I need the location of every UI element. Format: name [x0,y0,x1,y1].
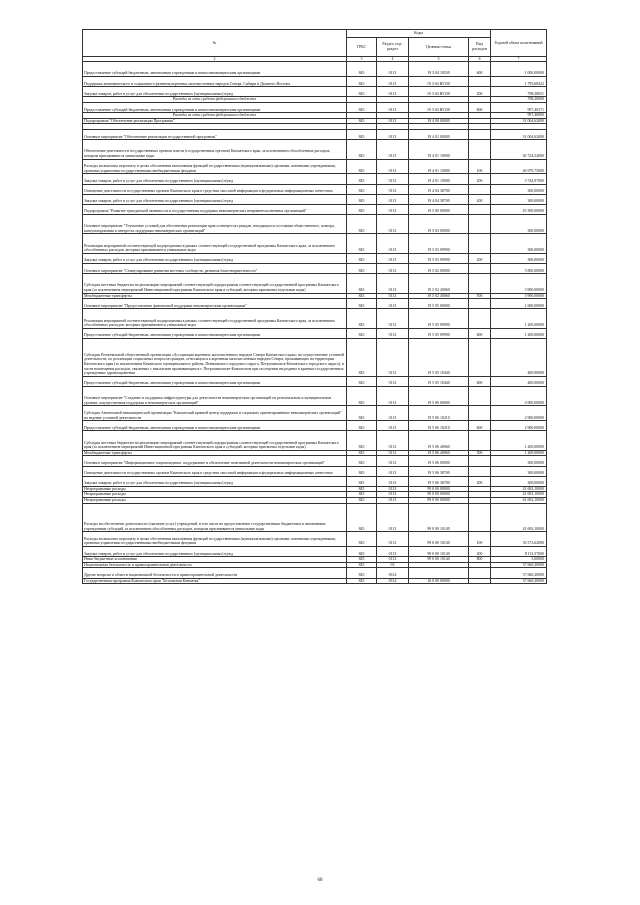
row-grbs-code: 845 [347,253,377,263]
row-section-code: 0113 [377,194,409,204]
row-annual-sum: 1 200,00000 [491,450,547,456]
row-grbs-code: 845 [347,406,377,421]
row-section-code: 0113 [377,102,409,112]
index-cell: 7 [491,57,547,62]
row-article-code: 99 0 00 10140 [409,532,469,547]
row-section-code: 0113 [377,129,409,139]
row-grbs-code: 845 [347,204,377,214]
row-grbs-code: 845 [347,492,377,498]
row-article-code: 19 4 00 00000 [409,118,469,124]
row-annual-sum: 33 573,62000 [491,532,547,547]
budget-table-sheet [82,29,546,584]
row-description: Иные бюджетные ассигнования [83,557,347,563]
row-section-code: 0113 [377,498,409,504]
row-grbs-code: 845 [347,476,377,486]
row-kind-code: 200 [469,174,491,184]
row-section-code: 0113 [377,456,409,466]
table-row [83,87,547,97]
table-row [83,466,547,476]
row-annual-sum: 3 900,00000 [491,274,547,293]
row-annual-sum: 41 692,10000 [491,503,547,532]
row-description: Закупка товаров, работ и услуг для обеспечения государственных (муниципальных) нужд [83,174,347,184]
row-annual-sum: 30 724,52000 [491,140,547,159]
index-cell: 2 [83,57,347,62]
row-section-code: 0113 [377,492,409,498]
row-section-code: 0113 [377,62,409,77]
row-grbs-code: 845 [347,62,377,77]
row-annual-sum: 300,00000 [491,253,547,263]
row-grbs-code: 845 [347,234,377,253]
row-grbs-code: 845 [347,328,377,338]
row-article-code: 19 5 05 10440 [409,338,469,376]
row-section-code: 0113 [377,215,409,234]
row-description: Освещение деятельности государственных органов Камчатского края в средствах массовой информации и федеральных информационных агентствах [83,184,347,194]
table-row [83,376,547,386]
row-section-code: 0113 [377,77,409,87]
row-article-code: 19 5 06 40060 [409,450,469,456]
row-annual-sum: 300,00000 [491,234,547,253]
row-section-code: 0113 [377,431,409,450]
row-grbs-code: 845 [347,532,377,547]
row-section-code: 0113 [377,264,409,274]
row-annual-sum: 1 200,00000 [491,431,547,450]
row-kind-code [469,338,491,376]
index-cell: 5 [409,57,469,62]
row-description: Субсидия местным бюджетам на реализацию мероприятий соответствующей подпрограммы соответствующей государственной программы Камчатского края (за исключением мероприятий Инвестиционной программы Камчатского края в субсидий, которым присвоены отдельные коды) [83,274,347,293]
row-kind-code: 600 [469,376,491,386]
row-grbs-code: 845 [347,386,377,405]
row-kind-code: 200 [469,476,491,486]
table-row [83,309,547,328]
row-grbs-code: 845 [347,450,377,456]
row-article-code: 19 5 02 40060 [409,274,469,293]
row-kind-code [469,466,491,476]
row-article-code: 19 5 05 00000 [409,299,469,309]
row-grbs-code: 845 [347,309,377,328]
table-row [83,234,547,253]
row-section-code: 0113 [377,118,409,124]
row-grbs-code: 845 [347,215,377,234]
table-row [83,328,547,338]
row-kind-code: 200 [469,87,491,97]
table-row [83,568,547,578]
row-description: Субсидия Региональной общественной организации «Ассоциация коренных малочисленных народов Севера Камчатского края» на осуществление уставной деятельности, по реализации социальных вопросов граждан, относящихся к коренным малочисленным народам Севера, проживающих на территории Камчатского края (за исключением Качинского муниципального района, Пенжинского городского округа, Петропавловск-Камчатского городского округа), в части возмещения расходов, связанных с выплатами проживающим в г. Петропавловске-Камчатском при посещении им родины в краевых государственных учреждениях здравоохранения [83,338,347,376]
row-grbs-code: 845 [347,184,377,194]
row-description: Предоставление субсидий бюджетным, автономным учреждениям и иным некоммерческим организациям [83,328,347,338]
row-annual-sum: 798,28051 [491,87,547,97]
row-article-code: 19 4 01 10000 [409,174,469,184]
row-kind-code [469,503,491,532]
row-section-code: 0113 [377,450,409,456]
row-article-code: 19 5 02 00000 [409,264,469,274]
row-annual-sum: 1 000,00000 [491,62,547,77]
row-section-code: 0113 [377,159,409,174]
row-article-code: 19 3 04 10530 [409,62,469,77]
row-article-code: 19 5 05 10440 [409,376,469,386]
row-article-code: 19 5 06 00000 [409,386,469,405]
row-annual-sum: 37 660,20000 [491,578,547,584]
row-kind-code [469,578,491,584]
row-grbs-code: 845 [347,102,377,112]
row-description: Национальная безопасность и правоохранительная деятельность [83,562,347,568]
row-section-code: 0314 [377,568,409,578]
row-article-code: 99 0 00 10140 [409,547,469,557]
row-kind-code: 800 [469,557,491,563]
row-description: Подпрограмма "Развитие гражданской активности и государственная поддержка некоммерческих неправительственных организаций" [83,204,347,214]
row-section-code: 0113 [377,309,409,328]
row-description: Основное мероприятие "Обеспечение реализации государственной программы" [83,129,347,139]
table-row [83,159,547,174]
row-annual-sum: 300,00000 [491,456,547,466]
row-section-code: 0113 [377,421,409,431]
row-grbs-code: 845 [347,486,377,492]
row-grbs-code: 845 [347,456,377,466]
row-description: Расходы на выплаты персоналу в целях обеспечения выполнения функций государственными (муниципальными) органами, казенными учреждениями, органами управления государственными внебюджетными фондами [83,532,347,547]
row-description: Субсидия местным бюджетам на реализацию мероприятий соответствующей подпрограммы соответствующей государственной программы Камчатского края (за исключением мероприятий Инвестиционной программы Камчатского края в субсидий, которым присвоены отдельные коды) [83,431,347,450]
row-kind-code: 200 [469,253,491,263]
row-article-code: 19 5 06 38700 [409,466,469,476]
row-annual-sum: 1 795,68422 [491,77,547,87]
table-row [83,174,547,184]
row-annual-sum: 26 979,75000 [491,159,547,174]
row-article-code: 19 3 04 R5150 [409,77,469,87]
header-number: № [83,30,347,57]
row-kind-code: 600 [469,328,491,338]
row-annual-sum: 3 900,00000 [491,293,547,299]
table-row [83,503,547,532]
row-section-code: 0113 [377,532,409,547]
row-kind-code [469,309,491,328]
row-kind-code [469,129,491,139]
row-description: Закупка товаров, работ и услуг для обеспечения государственных (муниципальных) нужд [83,253,347,263]
row-description: Межбюджетные трансферты [83,293,347,299]
row-grbs-code: 845 [347,421,377,431]
row-annual-sum: 997,40371 [491,102,547,112]
table-row [83,264,547,274]
row-section-code: 0113 [377,87,409,97]
row-description: Основное мероприятие "Информационное сопровождение, поддержание и обеспечение позитивной деятельности некоммерческих организаций" [83,456,347,466]
table-row [83,421,547,431]
table-row [83,184,547,194]
row-annual-sum: 3 744,97000 [491,174,547,184]
row-section-code: 0113 [377,253,409,263]
row-article-code [409,568,469,578]
row-kind-code [469,264,491,274]
row-grbs-code: 845 [347,264,377,274]
row-description: Субсидия Автономной некоммерческой организации "Камчатский краевой центр поддержки и социально ориентированных некоммерческих организаций" на ведение уставной деятельности [83,406,347,421]
row-description: Государственная программа Камчатского края "Безопасная Камчатка" [83,578,347,584]
row-description: Расходы на обеспечение деятельности (оказание услуг) учреждений, в том числе на предоставление государственным бюджетным и автономным учреждениям субсидий, за исключением обособленных расходов, которым присваиваются уникальные коды [83,503,347,532]
row-grbs-code: 845 [347,194,377,204]
table-row [83,77,547,87]
row-article-code: 19 4 04 38700 [409,184,469,194]
row-description: Реализация мероприятий соответствующей подпрограммы в рамках соответствующей государственной программы Камчатского края, за исключением обособленных расходов, которым присваиваются уникальные коды [83,309,347,328]
row-annual-sum: 37 660,20000 [491,568,547,578]
row-kind-code [469,140,491,159]
row-section-code: 0113 [377,547,409,557]
row-kind-code: 100 [469,532,491,547]
row-grbs-code: 845 [347,77,377,87]
row-section-code: 0113 [377,376,409,386]
row-article-code: 19 5 06 38700 [409,476,469,486]
row-grbs-code: 845 [347,376,377,386]
table-row [83,532,547,547]
row-grbs-code: 845 [347,503,377,532]
index-cell: 6 [469,57,491,62]
row-article-code: 19 5 03 00000 [409,215,469,234]
row-description: Непрограммные расходы [83,492,347,498]
row-annual-sum: 798,28000 [491,97,547,103]
row-grbs-code: 845 [347,129,377,139]
row-annual-sum: 31 064,62000 [491,129,547,139]
row-annual-sum: 37 660,20000 [491,562,547,568]
row-description: Основное мероприятие "Создание и поддержка инфраструктуры для деятельности некоммерческих организаций на региональном и муниципальном уровнях, имущественная поддержка и некоммерческих организаций" [83,386,347,405]
row-article-code: 19 4 01 00000 [409,129,469,139]
row-description: Поддержка экономического и социального развития коренных малочисленных народов Севера, Сибири и Дальнего Востока [83,77,347,87]
row-article-code: 19 5 02 40060 [409,293,469,299]
row-description: Непрограммные расходы [83,498,347,504]
row-description: Предоставление субсидий бюджетным, автономным учреждениям и иным некоммерческим организациям [83,421,347,431]
row-kind-code: 600 [469,421,491,431]
row-grbs-code: 845 [347,338,377,376]
row-kind-code: 600 [469,62,491,77]
row-description: Расходы из сети средств федерального бюджета [83,113,347,119]
row-article-code: 19 5 03 09990 [409,253,469,263]
row-annual-sum: 2 900,00000 [491,421,547,431]
header-grbs: ГРБС [347,38,377,57]
table-row [83,476,547,486]
row-article-code: 19 5 05 09990 [409,328,469,338]
row-annual-sum: 4 900,00000 [491,386,547,405]
table-row [83,578,547,584]
row-article-code: 19 4 01 10000 [409,159,469,174]
row-kind-code [469,299,491,309]
row-article-code: 19 5 06 40060 [409,431,469,450]
row-kind-code: 500 [469,293,491,299]
row-kind-code [469,568,491,578]
row-kind-code [469,456,491,466]
row-grbs-code: 845 [347,87,377,97]
budget-table [82,29,547,584]
row-article-code: 19 4 01 10000 [409,140,469,159]
row-grbs-code: 845 [347,140,377,159]
row-section-code: 03 [377,562,409,568]
table-row [83,406,547,421]
row-grbs-code: 845 [347,431,377,450]
row-section-code: 0113 [377,299,409,309]
row-kind-code [469,431,491,450]
row-annual-sum: 10 300,00000 [491,204,547,214]
row-section-code: 0113 [377,386,409,405]
row-grbs-code: 845 [347,498,377,504]
row-grbs-code: 845 [347,174,377,184]
row-article-code: 19 5 06 10210 [409,421,469,431]
row-section-code: 0113 [377,466,409,476]
row-kind-code [469,204,491,214]
row-grbs-code: 845 [347,466,377,476]
row-grbs-code: 845 [347,557,377,563]
row-annual-sum: 400,00000 [491,376,547,386]
row-section-code: 0113 [377,174,409,184]
row-grbs-code: 845 [347,568,377,578]
row-annual-sum: 400,00000 [491,338,547,376]
row-section-code: 0113 [377,204,409,214]
table-row [83,274,547,293]
row-section-code: 0113 [377,234,409,253]
row-description: Предоставление субсидий бюджетным, автономным учреждениям и иным некоммерческим организациям [83,376,347,386]
row-kind-code: 200 [469,547,491,557]
table-row [83,62,547,77]
page-number: 68 [317,878,323,883]
row-description: Другие вопросы в области национальной безопасности и правоохранительной деятельности [83,568,347,578]
row-description: Реализация мероприятий соответствующей подпрограммы в рамках соответствующей государственной программы Камчатского края, за исключением обособленных расходов, которым присваиваются уникальные коды [83,234,347,253]
row-article-code: 19 5 00 00000 [409,204,469,214]
row-section-code: 0113 [377,184,409,194]
row-description: Непрограммные расходы [83,486,347,492]
table-row [83,386,547,405]
row-description: Основное мероприятие "Стимулирование развития местных сообществ, развития благотворительности" [83,264,347,274]
row-article-code: 19 5 06 10210 [409,406,469,421]
row-article-code: 19 5 03 09990 [409,234,469,253]
row-article-code: 16 0 00 00000 [409,578,469,584]
row-description: Основное мероприятие "Улучшение условий для обеспечения реализации прав и интересов граждан, находящихся состоянии общественного, повтора, консультирования в интересах поддержки некоммерческих организаций" [83,215,347,234]
row-grbs-code: 845 [347,547,377,557]
row-kind-code [469,184,491,194]
row-section-code: 0113 [377,503,409,532]
row-description: Расходы на выплаты персоналу в целях обеспечения выполнения функций государственными (муниципальными) органами, казенными учреждениями, органами управления государственными внебюджетными фондами [83,159,347,174]
row-annual-sum: 41 692,10000 [491,492,547,498]
index-cell: 4 [377,57,409,62]
row-section-code: 0113 [377,406,409,421]
row-article-code: 99 0 00 00000 [409,498,469,504]
row-annual-sum: 8 113,37000 [491,547,547,557]
row-annual-sum: 1 200,00000 [491,309,547,328]
row-kind-code [469,406,491,421]
table-row [83,253,547,263]
header-codes: Коды [347,30,491,38]
table-row [83,456,547,466]
row-grbs-code: 845 [347,562,377,568]
row-article-code: 99 0 00 10140 [409,557,469,563]
table-row [83,431,547,450]
table-row [83,102,547,112]
table-row [83,204,547,214]
row-article-code: 99 0 00 00000 [409,492,469,498]
row-grbs-code: 845 [347,578,377,584]
row-annual-sum: 300,00000 [491,466,547,476]
table-row [83,140,547,159]
row-grbs-code: 845 [347,293,377,299]
table-row [83,338,547,376]
row-section-code: 0113 [377,486,409,492]
row-kind-code [469,234,491,253]
row-annual-sum: 31 064,62000 [491,118,547,124]
row-annual-sum: 300,00000 [491,215,547,234]
row-annual-sum: 300,00000 [491,476,547,486]
table-body [83,62,547,584]
row-annual-sum: 1 200,00000 [491,328,547,338]
index-cell: 3 [347,57,377,62]
row-kind-code [469,77,491,87]
row-description: Закупка товаров, работ и услуг для обеспечения государственных (муниципальных) нужд [83,87,347,97]
row-description: Закупка товаров, работ и услуг для обеспечения государственных (муниципальных) нужд [83,547,347,557]
table-row [83,215,547,234]
row-annual-sum: 997,40000 [491,113,547,119]
row-kind-code: 500 [469,450,491,456]
row-annual-sum: 1 600,00000 [491,299,547,309]
table-row [83,194,547,204]
row-description: Подпрограмма "Обеспечение реализации Программы" [83,118,347,124]
header-kind: Вид расходов [469,38,491,57]
row-kind-code: 200 [469,194,491,204]
row-annual-sum: 300,00000 [491,184,547,194]
header-annual-sum: Годовой объем ассигнований [491,30,547,57]
row-grbs-code: 845 [347,274,377,293]
row-description: Предоставление субсидий бюджетным, автономным учреждениям и иным некоммерческим организациям [83,62,347,77]
row-article-code: 19 4 04 38700 [409,194,469,204]
row-grbs-code: 845 [347,299,377,309]
row-kind-code [469,215,491,234]
header-section: Раздел, под-раздел [377,38,409,57]
row-article-code: 19 5 06 00000 [409,456,469,466]
row-description: Расходы из сети средств федерального бюджета [83,97,347,103]
row-description: Закупка товаров, работ и услуг для обеспечения государственных (муниципальных) нужд [83,476,347,486]
row-annual-sum: 41 692,10000 [491,498,547,504]
row-section-code: 0314 [377,578,409,584]
row-kind-code: 100 [469,159,491,174]
row-section-code: 0113 [377,557,409,563]
row-description: Основное мероприятие "Предоставление финансовой поддержки некоммерческим организациям" [83,299,347,309]
row-article-code: 99 0 00 10140 [409,503,469,532]
row-article-code: 99 0 00 00000 [409,486,469,492]
row-section-code: 0113 [377,293,409,299]
row-kind-code: 600 [469,102,491,112]
table-row [83,547,547,557]
row-article-code: 19 5 05 09990 [409,309,469,328]
table-header [83,30,547,62]
row-annual-sum: 41 692,10000 [491,486,547,492]
row-section-code: 0113 [377,140,409,159]
row-description: Межбюджетные трансферты [83,450,347,456]
row-kind-code [469,274,491,293]
row-section-code: 0113 [377,274,409,293]
row-section-code: 0113 [377,328,409,338]
row-annual-sum: 2 900,00000 [491,406,547,421]
row-article-code: 19 3 04 R5150 [409,87,469,97]
row-grbs-code: 845 [347,159,377,174]
row-section-code: 0113 [377,476,409,486]
header-article: Целевая статья [409,38,469,57]
table-row [83,299,547,309]
row-description: Предоставление субсидий бюджетным, автономным учреждениям и иным некоммерческим организациям [83,102,347,112]
row-description: Освещение деятельности государственных органов Камчатского края в средствах массовой информации и федеральных информационных агентствах [83,466,347,476]
row-section-code: 0113 [377,338,409,376]
row-kind-code [469,386,491,405]
table-row [83,129,547,139]
row-annual-sum: 300,00000 [491,194,547,204]
row-grbs-code: 845 [347,118,377,124]
row-description: Обеспечение деятельности государственных органов власти (государственных органов) Камчатского края, за исключением обособленных расходов, которым присваиваются уникальные коды [83,140,347,159]
row-annual-sum: 5 800,00000 [491,264,547,274]
row-description: Закупка товаров, работ и услуг для обеспечения государственных (муниципальных) нужд [83,194,347,204]
row-article-code: 19 3 04 R5150 [409,102,469,112]
row-annual-sum: 5,00000 [491,557,547,563]
